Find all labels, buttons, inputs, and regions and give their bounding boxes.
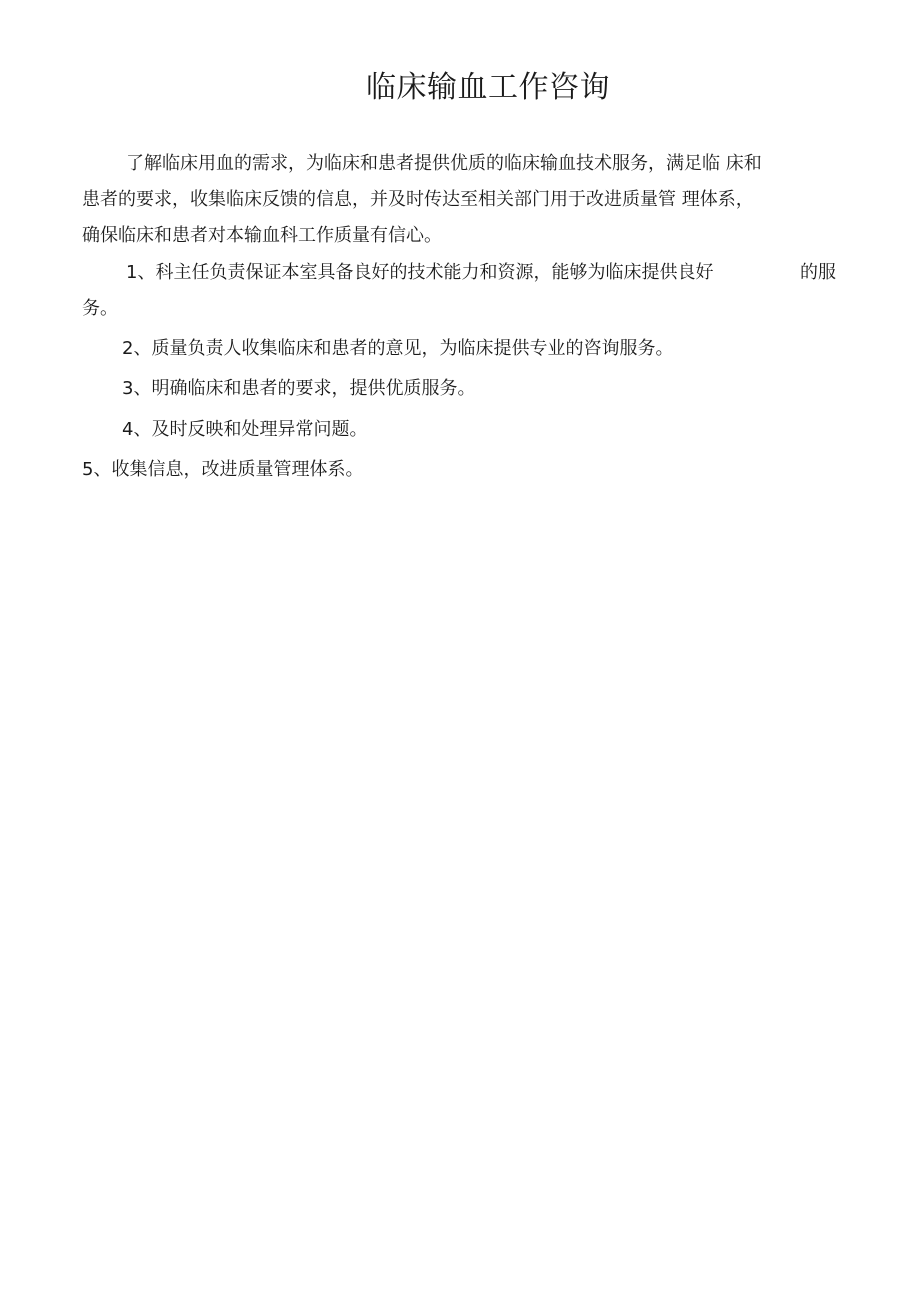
list-item-5: 5、收集信息，改进质量管理体系。 [82,459,364,480]
list-item-1-part-1: 1、科主任负责保证本室具备良好的技术能力和资源，能够为临床提供良好 [126,262,714,283]
intro-line-2: 患者的要求，收集临床反馈的信息，并及时传达至相关部门用于改进质量管 理体系， [82,189,754,210]
list-item-2: 2、质量负责人收集临床和患者的意见，为临床提供专业的咨询服务。 [122,338,674,359]
intro-line-3: 确保临床和患者对本输血科工作质量有信心。 [82,225,442,246]
list-item-1-part-2: 的服 [800,262,836,283]
page-title: 临床输血工作咨询 [366,70,610,105]
list-item-4: 4、及时反映和处理异常问题。 [122,419,368,440]
list-item-3: 3、明确临床和患者的要求，提供优质服务。 [122,378,476,399]
list-item-1-part-3: 务。 [82,298,118,319]
intro-line-1: 了解临床用血的需求，为临床和患者提供优质的临床输血技术服务，满足临 床和 [126,153,762,174]
